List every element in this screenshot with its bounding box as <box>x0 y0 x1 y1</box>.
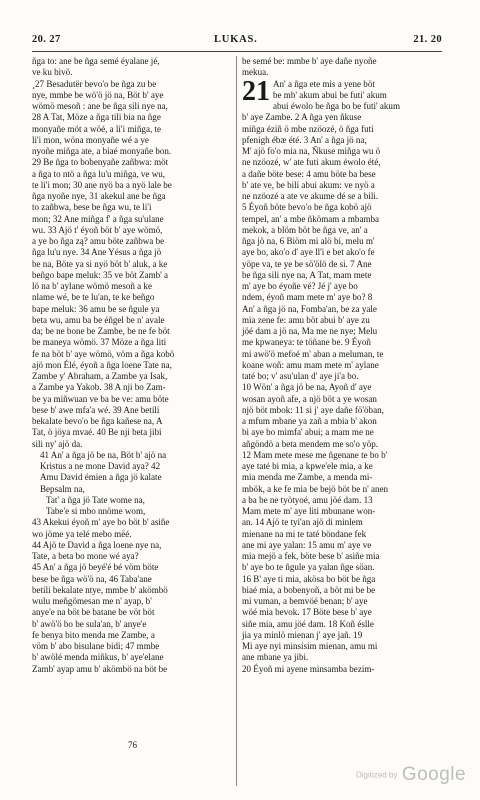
left-text-line: nyoñe miñga ate, a biaé monyañe bon. <box>32 146 172 156</box>
chapter21-line: koane woñ: amu mam mete m' aylane <box>242 359 379 370</box>
chapter21-line: biaé mia, a bobenyoñ, a böt mi be be <box>242 584 376 595</box>
left-text-line: bekalate bevo'o be ñga kañese na, A <box>32 416 163 426</box>
chapter21-line: miñga éziñ ö mbe nzöozé, ö ñga futi <box>242 123 374 134</box>
chapter21-line: jöé dam a jö na, Ma me ne nye; Melu <box>242 326 378 336</box>
chapter-21-text <box>242 75 442 675</box>
chapter21-line: b' aye bo te ñgule ya yalan ñge söan. <box>242 562 375 573</box>
chapter-21-block <box>242 75 442 675</box>
left-text-line: Tat, ö jöya mvaé. 40 Be nji beta jibi <box>32 427 162 438</box>
verse41-line: 41 An' a ñga jö be na, Böt b' ajö na <box>40 449 167 460</box>
chapter21-line: 10 Wön' a ñga jö be na, Ayoñ d' aye <box>242 382 372 393</box>
chapter21-line: mi awö'ö mefoé m' aban a meluman, te <box>242 348 384 359</box>
page-number: 76 <box>128 740 137 750</box>
verse43-line: 44 Ajö te David a ñga loene nye na, <box>32 539 162 550</box>
left-text-line: ajö mon Élé, éyoñ a ñga loene Tate na, <box>32 359 172 370</box>
psalm-quote <box>32 495 232 518</box>
left-text-line: nlame wé, be te lu'an, te ke beñgo <box>32 292 155 303</box>
right-column-top-text <box>242 56 442 79</box>
left-text-line: li'i mon, wöna monyañe wé a ye <box>32 134 149 145</box>
verse41-line: Kristus a ne mone David aya? 42 <box>40 461 161 471</box>
chapter21-line: an. 14 Ajö te tyi'an ajö di minlem <box>242 517 363 528</box>
chapter21-line: mienane na mi te taté böndane fek <box>242 528 367 539</box>
chapter21-line: mi vuman, a bemvöé benan; b' aye <box>242 596 368 606</box>
psalm-line: Tat' a ñga jö Tate wome na, <box>46 494 145 505</box>
verse43-line: b' awölé menda miñkus, b' aye'elane <box>32 652 164 663</box>
chapter21-line: m' aye bo éyoñe vé? Jé j' aye bo <box>242 281 358 291</box>
left-text-line: monyañe möt a wöé, a li'i miñga, te <box>32 123 162 134</box>
verse43-line: anye'e na böt be batane be vöt böt <box>32 607 155 618</box>
chapter21-line: ane mbane ya jibi. <box>242 652 309 663</box>
left-text-line: sili ny' ajö da. <box>32 438 83 449</box>
left-text-line: fe na böt b' aye wömö, vöm a ñga kobö <box>32 348 175 359</box>
left-text-line: be na, Böte ya si nyö böt b' aluk, a ke <box>32 258 168 269</box>
chapter21-line: aye bo, ako'o d' aye ll'i e bet ako'o fe <box>242 247 375 258</box>
right-top-line: mekua. <box>242 67 269 78</box>
left-text-line: te li'i mon; 30 ane nyö ba a nyö lale be <box>32 179 172 190</box>
verse43-line: wulu meñgömesan me n' ayap, b' <box>32 596 152 606</box>
chapter21-line: 20 Éyoñ mi ayene minsamba bezim- <box>242 663 375 674</box>
chapter21-line: M' ajö fo'o mia na, Ñkuse miñga wu ö <box>242 146 381 156</box>
chapter21-line: a ba be ne työtyoé, amu jöé dam. 13 <box>242 494 373 505</box>
chapter21-line: 12 Mam mete mese me ñgenane te bo b' <box>242 449 388 460</box>
left-text-line: ve ku bivö. <box>32 67 73 78</box>
chapter21-line: me kpwaneya: te töñane be. 9 Éyoñ <box>242 337 371 348</box>
right-top-line: be semé be: mmbe b' aye dañe nyoñe <box>242 56 377 66</box>
verse43-line: betili bekalate ntye, mmbe b' akömbö <box>32 584 168 595</box>
verse43-line: wo jöme ya telé mebo mëé. <box>32 528 132 539</box>
left-text-line: ñga nyoñe nye, 31 akekul ane be ñga <box>32 191 166 201</box>
verse43-line: Zamb' ayap amu b' akömbö na böt be <box>32 663 168 674</box>
chapter21-line: a dañe böte bese: 4 amu böte ba bese <box>242 168 376 179</box>
chapter21-line: mbök, a ke fe mia be bejö böt be n' anen <box>242 483 389 494</box>
left-text-line: wu. 33 Ajö t' éyoñ böt b' aye wömö, <box>32 224 163 235</box>
verse43-line: 43 Akekui éyoñ m' aye bo böt b' asiñe <box>32 517 170 528</box>
left-text-line: Zambe y' Abraham, a Zambe ya Isak, <box>32 371 168 381</box>
chapter21-line: 5 Éyoñ böte bevo'o be ñga kobö ajö <box>242 202 372 213</box>
header-rule <box>32 51 442 52</box>
left-column-text <box>32 56 232 450</box>
chapter21-line: njö böt mbok: 11 si j' aye dañe fö'öban, <box>242 404 384 415</box>
chapter21-line: wöé mia bevok. 17 Böte bese b' aye <box>242 607 372 618</box>
left-column <box>32 56 232 675</box>
chapter21-line: pfenigh ébæ été. 3 An' a ñga jö na, <box>242 134 367 145</box>
chapter21-line: aye taté bi mia, a kpwe'ele mia, a ke <box>242 461 373 471</box>
left-text-line: 29 Be ñga to bobenyañe zañbwa: möt <box>32 157 169 168</box>
verse-43-block <box>32 517 232 675</box>
verse43-line: Tate, a beta bo mone wé aya? <box>32 551 139 561</box>
psalm-line: Tabe'e si mbo nnöme wom, <box>46 506 146 516</box>
chapter21-line: ñga jö na, 6 Biöm mi alö bi, melu m' <box>242 236 375 246</box>
left-text-line: ñga to: ane be ñga semé éyalane jé, <box>32 56 160 66</box>
header-book-title: LUKAS. <box>214 34 258 45</box>
chapter21-line: añgöndö a beta mendem me so'o yöp. <box>242 438 379 449</box>
left-text-line: nye, mmbe be wö'ö jö na, Böt b' aye <box>32 89 164 100</box>
chapter21-line: ne nzöozé, w' ate futi akum éwolo été, <box>242 157 381 168</box>
column-divider <box>236 56 237 786</box>
chapter-number: 21 <box>242 75 270 107</box>
left-text-line: beta wu, amu ba be éñgel be n' avale <box>32 314 165 325</box>
chapter21-line: b' aye Zambe. 2 A ñga yen ñkuse <box>242 112 362 123</box>
left-text-line: bese b' awe mfa'a wé. 39 Ane betili <box>32 404 160 415</box>
left-text-line: be maneya wömö. 37 Möze a ñga liti <box>32 337 167 348</box>
watermark-prefix: Digitized by <box>356 770 398 780</box>
header-verse-right: 21. 20 <box>413 34 442 45</box>
left-text-line: to zañbwa, bese be ñga wu, te li'i <box>32 202 152 213</box>
left-text-line: a Zambe ya Yakob. 38 A nji bo Zam- <box>32 382 166 393</box>
chapter21-line: be mb' akum abui be futi' akum <box>273 89 387 100</box>
left-text-line: wömö mesoñ : ane be ñga sili nye na, <box>32 101 168 111</box>
chapter21-line: 16 B' aye ti mia, akösa bo böt be ñga <box>242 573 376 584</box>
verse43-line: 45 An' a ñga jö beyé'é bé vöm böte <box>32 562 159 573</box>
running-header <box>32 34 442 50</box>
left-text-line: a ye bo ñga zą? amu böte zañbwa be <box>32 236 165 246</box>
verse43-line: b' awö'ö bo be sula'an, b' anye'e <box>32 618 147 629</box>
chapter21-line: wosan ayoñ afe, a njö böt a ye wosan <box>242 393 377 404</box>
chapter21-line: mia mejö a fek, böte bese b' asiñe mia <box>242 551 380 561</box>
chapter21-line: mia zene fe: amu böt abui b' aye zu <box>242 314 370 325</box>
left-text-line: mon; 32 Ane miñga f' a ñga su'ulane <box>32 213 164 224</box>
header-verse-left: 20. 27 <box>32 34 61 45</box>
left-text-line: a ñga to ntö a ñga lu'u miñga, ve wu, <box>32 168 166 179</box>
verse41-line: Amu David émien a ñga jö kalate <box>40 472 162 483</box>
chapter21-line: yöpe va, te ye be sö'ölö de si. 7 Ane <box>242 258 372 269</box>
chapter21-line: abui éwolo be ñga bo be futi' akum <box>273 101 400 111</box>
chapter21-line: b' ate ve, be bili abui akum: ve nyö a <box>242 179 375 190</box>
left-text-line: be ya miñwuan ve ba be ve: amu böte <box>32 393 169 404</box>
left-text-line: lö na b' aylane wömö mesoñ a ke <box>32 281 152 291</box>
left-text-line: 28 A Tat, Möze a ñga tili bia na ñge <box>32 112 161 123</box>
left-text-line: ¸27 Besadutër bevo'o be ñga zu be <box>32 78 157 89</box>
verse-41-block <box>32 450 232 495</box>
chapter21-line: mekok, a blöm böt be ñga ve, an' a <box>242 224 368 235</box>
left-text-line: da; be ne bone be Zambe, be ne fe böt <box>32 326 170 336</box>
chapter21-line: An' a ñga jö na, Fomba'an, be za yale <box>242 303 377 314</box>
left-text-line: ñga lu'u nye. 34 Ane Yésus a ñga jö <box>32 247 162 258</box>
chapter21-line: mia menda me Zambe, a menda mi- <box>242 472 373 483</box>
chapter21-line: taté bo; v' asu'ulan d' aye ji'a bo. <box>242 371 359 381</box>
verse43-line: fe benya bito menda me Zambe, a <box>32 629 155 640</box>
verse41-line: Bepsalm na, <box>40 483 85 494</box>
google-logo: Google <box>401 764 467 785</box>
verse43-line: bese be ñga wö'ö na, 46 Taba'ane <box>32 573 152 584</box>
right-column <box>242 56 442 675</box>
chapter21-line: Mi aye nyi minsisim mienan, amu mi <box>242 641 378 651</box>
chapter21-line: be ñga sili nye na, A Tat, mam mete <box>242 269 372 280</box>
chapter21-line: tempel, an' a mbe ñkömam a mbamba <box>242 213 380 224</box>
chapter21-line: Mam mete m' aye liti mbunane won- <box>242 506 376 516</box>
chapter21-line: ane mi aye yalan: 15 amu m' aye ve <box>242 539 372 550</box>
chapter21-line: An' a ñga ete mis a yene böt <box>273 78 375 89</box>
chapter21-line: ne nzöozé a ate ve akume dé se a bili. <box>242 191 379 201</box>
chapter21-line: a mfum mbane ya zañ a mbia b' akon <box>242 416 377 426</box>
digitized-by-google-watermark <box>356 764 466 786</box>
left-text-line: beñgo bape meluk: 35 ve böt Zamb' a <box>32 269 169 280</box>
chapter21-line: bi aye bo mimfa' abui; a mam me ne <box>242 427 374 438</box>
chapter21-line: siñe mia, amu jöé dam. 18 Koñ éslle <box>242 618 374 629</box>
verse43-line: vöm b' abo bisulane bidi; 47 mmbe <box>32 641 160 651</box>
left-text-line: bape meluk: 36 amu be se ñgule ya <box>32 303 160 314</box>
chapter21-line: jia ya minlö mienan j' aye jañ. 19 <box>242 629 363 640</box>
chapter21-line: ndem, éyoñ mam mete m' aye bo? 8 <box>242 292 373 303</box>
